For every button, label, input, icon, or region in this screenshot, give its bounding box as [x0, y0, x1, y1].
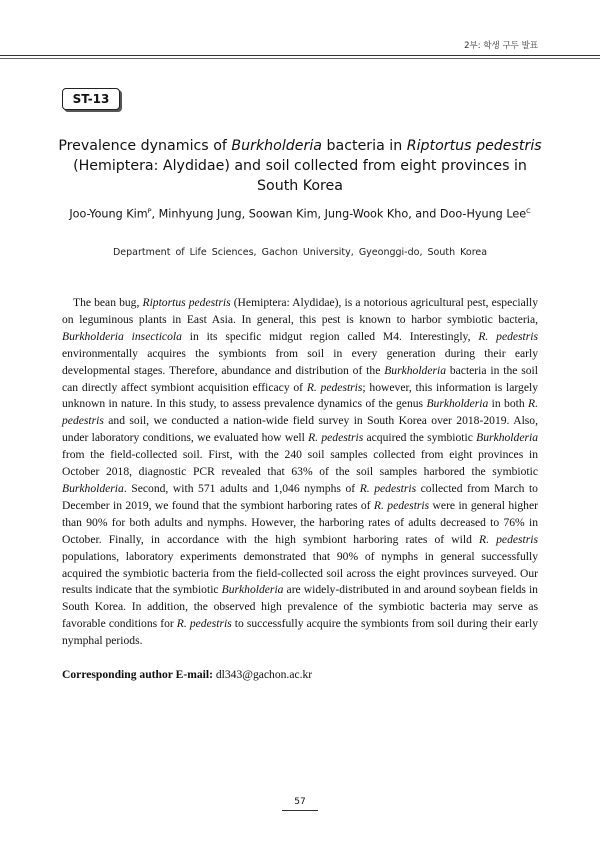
- abstract-italic: Burkholderia: [476, 431, 538, 445]
- abstract-text: The bean bug,: [73, 296, 143, 309]
- corresponding-author: [62, 668, 312, 681]
- abstract-text: (Hemiptera: Alydidae), is a notorious agricultural pest, especially on leguminous plants in East Asia. In general, this pest is known to harbor symbiotic bacteria,: [62, 296, 539, 326]
- abstract-italic: Burkholderia insecticola: [62, 329, 182, 343]
- abstract-italic: R. pedestris: [62, 397, 538, 428]
- paper-title: [40, 136, 560, 196]
- affiliation: Department of Life Sciences, Gachon University, Gyeonggi-do, South Korea: [112, 247, 488, 258]
- title-text: Prevalence dynamics of: [58, 138, 232, 154]
- abstract-italic: R. pedestris: [479, 532, 539, 546]
- corresponding-email[interactable]: dl343@gachon.ac.kr: [215, 668, 313, 681]
- abstract-italic: R. pedestris: [373, 498, 430, 512]
- abstract-body: [62, 295, 538, 650]
- abstract-text: to successfully acquire the symbionts from soil during their early nymphal periods.: [62, 617, 538, 648]
- header-rule: [0, 55, 600, 56]
- title-text: bacteria in: [322, 138, 407, 154]
- running-header: 2부: 학생 구두 발표: [464, 41, 538, 51]
- abstract-text: and soil, we conducted a nation-wide field survey in South Korea over 2018-2019. Also, under laboratory conditions, we evaluated how well: [62, 414, 538, 445]
- header-rule-thin: [0, 58, 600, 59]
- abstract-italic: R. pedestris: [306, 380, 363, 394]
- page-number-rule: [282, 810, 318, 811]
- abstract-text: in both: [488, 397, 529, 411]
- title-line-3: South Korea: [257, 178, 343, 194]
- abstract-text: populations, laboratory experiments demonstrated that 90% of nymphs in general successfully acquired the symbiotic bacteria from the field-collected soil across the eight provinces surveyed. Our results indicate that the symbiotic: [62, 549, 538, 597]
- corresponding-mark: C: [526, 207, 531, 215]
- abstract-italic: Burkholderia: [426, 397, 489, 411]
- abstract-italic: R. pedestris: [478, 329, 539, 343]
- author-list: [40, 207, 560, 221]
- abstract-text: environmentally acquires the symbionts from soil in every generation during their early developmental stages. Therefore, abundance and distribution of the: [62, 346, 538, 377]
- abstract-italic: Burkholderia: [221, 583, 284, 597]
- abstract-text: were in general higher than 90% for both adults and nymphs. However, the harboring rates of adults decreased to 76% in October. Finally, in accordance with the high symbiont harboring rates of wild: [62, 498, 538, 546]
- abstract-text: in its specific midgut region called M4. Interestingly,: [181, 329, 479, 343]
- abstract-italic: Burkholderia: [62, 481, 124, 495]
- abstract-text: . Second, with 571 adults and 1,046 nymphs of: [123, 481, 360, 495]
- abstract-text: are widely-distributed in and around soybean fields in South Korea. In addition, the observed high prevalence of the symbiotic bacteria may serve as favorable conditions for: [62, 583, 538, 631]
- abstract-italic: Burkholderia: [384, 363, 447, 377]
- corresponding-label: Corresponding author E-mail:: [62, 668, 213, 681]
- abstract-text: collected from March to December in 2019, we found that the symbiont harboring rates of: [62, 481, 538, 512]
- abstract-italic: R. pedestris: [359, 481, 417, 495]
- page-number: 57: [294, 797, 306, 807]
- abstract-text: from the field-collected soil. First, with the 240 soil samples collected from eight provinces in October 2018, diagnostic PCR revealed that 63% of the soil samples harbored the symbiotic: [62, 448, 538, 479]
- title-line-2: (Hemiptera: Alydidae) and soil collected from eight provinces in: [73, 158, 527, 174]
- author-name: Joo-Young Kim: [69, 207, 148, 221]
- abstract-text: ; however, this information is largely unknown in nature. In this study, to assess prevalence dynamics of the genus: [62, 380, 538, 411]
- abstract-italic: R. pedestris: [176, 617, 232, 631]
- presenter-mark: P: [147, 207, 152, 215]
- abstract-text: acquired the symbiotic: [363, 431, 477, 445]
- title-species: Riptortus pedestris: [406, 138, 542, 154]
- abstract-code-badge: ST-13: [62, 88, 120, 110]
- author-names: , Minhyung Jung, Soowan Kim, Jung-Wook Kho, and Doo-Hyung Lee: [151, 207, 527, 221]
- abstract-italic: Riptortus pedestris: [142, 296, 231, 309]
- abstract-italic: R. pedestris: [308, 431, 364, 445]
- abstract-text: bacteria in the soil can directly affect symbiont acquisition efficacy of: [62, 363, 538, 394]
- title-genus: Burkholderia: [231, 138, 322, 154]
